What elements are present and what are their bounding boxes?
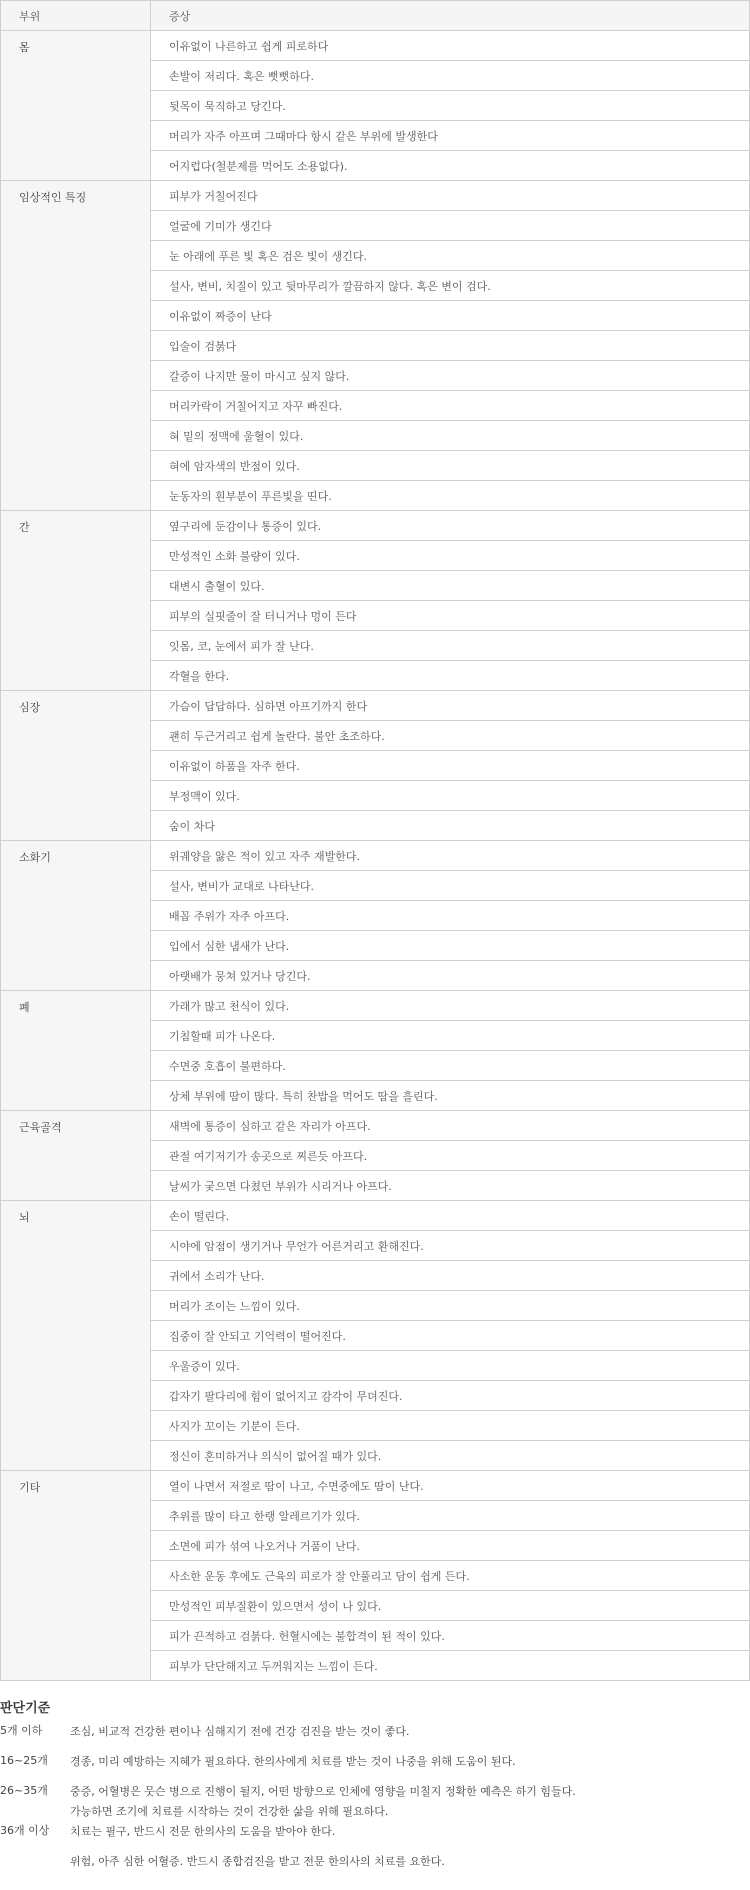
body-part-cell: 소화기 bbox=[1, 841, 151, 991]
symptom-cell: 사소한 운동 후에도 근육의 피로가 잘 안풀리고 담이 쉽게 든다. bbox=[151, 1561, 750, 1591]
body-part-cell: 몸 bbox=[1, 31, 151, 181]
symptom-cell: 괜히 두근거리고 쉽게 놀란다. 불안 초조하다. bbox=[151, 721, 750, 751]
criteria-title: 판단기준 bbox=[0, 1701, 51, 1716]
symptom-cell: 소면에 피가 섞여 나오거나 거품이 난다. bbox=[151, 1531, 750, 1561]
symptom-cell: 숨이 차다 bbox=[151, 811, 750, 841]
symptom-cell: 위궤양을 앓은 적이 있고 자주 재발한다. bbox=[151, 841, 750, 871]
criteria-list bbox=[0, 1722, 750, 1872]
symptom-cell: 입에서 심한 냄새가 난다. bbox=[151, 931, 750, 961]
symptom-cell: 대변시 출혈이 있다. bbox=[151, 571, 750, 601]
symptom-cell: 잇몸, 코, 눈에서 피가 잘 난다. bbox=[151, 631, 750, 661]
symptom-cell: 이유없이 짜증이 난다 bbox=[151, 301, 750, 331]
header-symptom: 증상 bbox=[151, 1, 750, 31]
criteria-range: 5개 이하 bbox=[0, 1724, 43, 1737]
symptom-cell: 뒷목이 묵직하고 당긴다. bbox=[151, 91, 750, 121]
symptom-cell: 우울증이 있다. bbox=[151, 1351, 750, 1381]
criteria-range: 16~25개 bbox=[0, 1754, 48, 1767]
symptom-cell: 날씨가 궂으면 다쳤던 부위가 시리거나 아프다. bbox=[151, 1171, 750, 1201]
symptom-cell: 가래가 많고 천식이 있다. bbox=[151, 991, 750, 1021]
symptom-cell: 각혈을 한다. bbox=[151, 661, 750, 691]
criteria-row bbox=[0, 1722, 750, 1752]
symptom-cell: 상체 부위에 땀이 많다. 특히 찬밥을 먹어도 땀을 흘린다. bbox=[151, 1081, 750, 1111]
symptom-cell: 이유없이 하품을 자주 한다. bbox=[151, 751, 750, 781]
symptom-cell: 집중이 잘 안되고 기억력이 떨어진다. bbox=[151, 1321, 750, 1351]
symptom-cell: 이유없이 나른하고 쉽게 피로하다 bbox=[151, 31, 750, 61]
body-part-cell: 간 bbox=[1, 511, 151, 691]
symptom-cell: 갈증이 나지만 물이 마시고 싶지 않다. bbox=[151, 361, 750, 391]
table-row bbox=[1, 1201, 750, 1231]
symptom-cell: 어지럽다(철분제를 먹어도 소용없다). bbox=[151, 151, 750, 181]
body-part-cell: 심장 bbox=[1, 691, 151, 841]
symptom-cell: 피부가 단단해지고 두꺼워지는 느낌이 든다. bbox=[151, 1651, 750, 1681]
criteria-row bbox=[0, 1782, 750, 1822]
symptom-cell: 얼굴에 기미가 생긴다 bbox=[151, 211, 750, 241]
symptom-cell: 눈 아래에 푸른 빛 혹은 검은 빛이 생긴다. bbox=[151, 241, 750, 271]
criteria-range: 26~35개 bbox=[0, 1784, 48, 1797]
criteria-row bbox=[0, 1752, 750, 1782]
criteria-description bbox=[70, 1722, 750, 1752]
symptom-cell: 추위를 많이 타고 한랭 알레르기가 있다. bbox=[151, 1501, 750, 1531]
symptom-cell: 배꼽 주위가 자주 아프다. bbox=[151, 901, 750, 931]
symptom-cell: 피부가 거칠어진다 bbox=[151, 181, 750, 211]
symptom-cell: 머리카락이 거칠어지고 자꾸 빠진다. bbox=[151, 391, 750, 421]
symptom-table-body bbox=[1, 31, 750, 1681]
symptom-cell: 입술이 검붉다 bbox=[151, 331, 750, 361]
table-row bbox=[1, 181, 750, 211]
table-row bbox=[1, 1471, 750, 1501]
symptom-cell: 가슴이 답답하다. 심하면 아프기까지 한다 bbox=[151, 691, 750, 721]
symptom-cell: 시야에 암점이 생기거나 무언가 어른거리고 환해진다. bbox=[151, 1231, 750, 1261]
criteria-line: 중증, 어혈병은 뭇슨 병으로 진행이 될지, 어떤 방향으로 인체에 영향을 미칠지 정확한 예측은 하기 힘들다. bbox=[70, 1785, 576, 1798]
symptom-cell: 피가 끈적하고 검붉다. 헌혈시에는 불합격이 된 적이 있다. bbox=[151, 1621, 750, 1651]
symptom-cell: 피부의 실핏줄이 잘 터니거나 멍이 든다 bbox=[151, 601, 750, 631]
body-part-cell: 임상적인 특징 bbox=[1, 181, 151, 511]
symptom-cell: 만성적인 피부질환이 있으면서 성이 나 있다. bbox=[151, 1591, 750, 1621]
body-part-cell: 근육골격 bbox=[1, 1111, 151, 1201]
symptom-cell: 열이 나면서 저절로 땀이 나고, 수면중에도 땀이 난다. bbox=[151, 1471, 750, 1501]
criteria-line: 조심, 비교적 건강한 편이나 심해지기 전에 건강 검진을 받는 것이 좋다. bbox=[70, 1725, 410, 1738]
body-part-cell: 뇌 bbox=[1, 1201, 151, 1471]
criteria-description bbox=[70, 1822, 750, 1872]
criteria-range: 36개 이상 bbox=[0, 1824, 50, 1837]
symptom-cell: 머리가 자주 아프며 그때마다 항시 같은 부위에 발생한다 bbox=[151, 121, 750, 151]
symptom-cell: 머리가 조이는 느낌이 있다. bbox=[151, 1291, 750, 1321]
symptom-cell: 눈동자의 흰부분이 푸른빛을 띤다. bbox=[151, 481, 750, 511]
symptom-cell: 정신이 혼미하거나 의식이 없어질 때가 있다. bbox=[151, 1441, 750, 1471]
criteria-row bbox=[0, 1822, 750, 1872]
symptom-cell: 귀에서 소리가 난다. bbox=[151, 1261, 750, 1291]
table-row bbox=[1, 691, 750, 721]
table-row bbox=[1, 511, 750, 541]
table-row bbox=[1, 991, 750, 1021]
symptom-cell: 아랫배가 뭉쳐 있거나 당긴다. bbox=[151, 961, 750, 991]
symptom-cell: 손발이 저리다. 혹은 뻣뻣하다. bbox=[151, 61, 750, 91]
symptom-cell: 새벽에 통증이 심하고 같은 자리가 아프다. bbox=[151, 1111, 750, 1141]
header-part: 부위 bbox=[1, 1, 151, 31]
table-row bbox=[1, 841, 750, 871]
table-row bbox=[1, 1111, 750, 1141]
criteria-line: 가능하면 조기에 치료를 시작하는 것이 건강한 삶을 위해 필요하다. bbox=[70, 1805, 389, 1818]
body-part-cell: 폐 bbox=[1, 991, 151, 1111]
body-part-cell: 기타 bbox=[1, 1471, 151, 1681]
symptom-cell: 사지가 꼬이는 기분이 든다. bbox=[151, 1411, 750, 1441]
criteria-section bbox=[0, 1697, 750, 1872]
symptom-cell: 갑자기 팔다리에 힘이 없어지고 감각이 무뎌진다. bbox=[151, 1381, 750, 1411]
criteria-description bbox=[70, 1782, 750, 1822]
criteria-description bbox=[70, 1752, 750, 1782]
symptom-cell: 혀 밑의 정맥에 울혈이 있다. bbox=[151, 421, 750, 451]
symptom-cell: 설사, 변비가 교대로 나타난다. bbox=[151, 871, 750, 901]
criteria-line: 치료는 필구, 반드시 전문 한의사의 도움을 받아야 한다. bbox=[70, 1825, 336, 1838]
symptom-cell: 혀에 암자색의 반점이 있다. bbox=[151, 451, 750, 481]
criteria-line: 위험, 아주 심한 어혈증. 반드시 종합검진을 받고 전문 한의사의 치료를 요한다. bbox=[70, 1855, 445, 1868]
symptom-cell: 옆구리에 둔감이나 통증이 있다. bbox=[151, 511, 750, 541]
symptom-cell: 만성적인 소화 불량이 있다. bbox=[151, 541, 750, 571]
symptom-cell: 설사, 변비, 치질이 있고 뒷마무리가 깔끔하지 않다. 혹은 변이 검다. bbox=[151, 271, 750, 301]
symptom-cell: 부정맥이 있다. bbox=[151, 781, 750, 811]
symptom-cell: 관절 여기저기가 송곳으로 찌른듯 아프다. bbox=[151, 1141, 750, 1171]
symptom-cell: 수면중 호흡이 불편하다. bbox=[151, 1051, 750, 1081]
table-row bbox=[1, 31, 750, 61]
symptom-cell: 손이 떨린다. bbox=[151, 1201, 750, 1231]
criteria-line: 경종, 미리 예방하는 지혜가 필요하다. 한의사에게 치료를 받는 것이 나중을 위해 도움이 된다. bbox=[70, 1755, 516, 1768]
symptom-cell: 기침할때 피가 나온다. bbox=[151, 1021, 750, 1051]
